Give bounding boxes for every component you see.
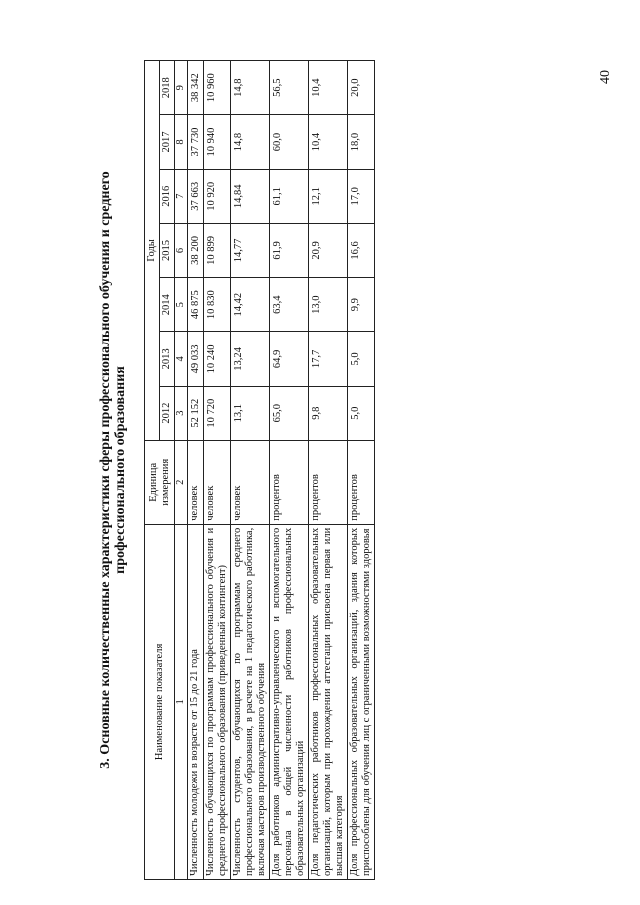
header-unit: Единица измерения — [145, 440, 175, 524]
unit-cell: человек — [231, 440, 270, 524]
value-cell: 38 200 — [188, 223, 204, 277]
unit-cell: процентов — [348, 440, 375, 524]
value-cell: 9,9 — [348, 278, 375, 332]
indicator-name-cell: Доля педагогических работников профессиональных образовательных организаций, которым при прохождении аттестации присвоена первая или высшая категория — [309, 524, 348, 879]
value-cell: 10,4 — [309, 115, 348, 169]
value-cell: 37 663 — [188, 169, 204, 223]
header-column-number: 1 — [175, 524, 188, 879]
header-column-numbers-row — [175, 61, 188, 880]
header-column-number: 5 — [175, 278, 188, 332]
value-cell: 10 899 — [204, 223, 231, 277]
header-years-group: Годы — [145, 61, 160, 441]
table-row — [204, 61, 231, 880]
value-cell: 56,5 — [270, 61, 309, 115]
section-title: 3. Основные количественные характеристики сферы профессионального обучения и среднего профессионального образования — [98, 171, 128, 769]
unit-cell: процентов — [309, 440, 348, 524]
indicator-name-cell: Численность обучающихся по программам профессионального обучения и среднего профессионального образования (приведенный контингент) — [204, 524, 231, 879]
header-year-2014: 2014 — [160, 278, 175, 332]
value-cell: 14,84 — [231, 169, 270, 223]
value-cell: 18,0 — [348, 115, 375, 169]
header-column-number: 9 — [175, 61, 188, 115]
value-cell: 16,6 — [348, 223, 375, 277]
value-cell: 52 152 — [188, 386, 204, 440]
header-year-2016: 2016 — [160, 169, 175, 223]
unit-cell: человек — [188, 440, 204, 524]
value-cell: 5,0 — [348, 386, 375, 440]
value-cell: 37 730 — [188, 115, 204, 169]
indicator-name-cell: Численность молодежи в возрасте от 15 до 21 года — [188, 524, 204, 879]
value-cell: 10 960 — [204, 61, 231, 115]
value-cell: 63,4 — [270, 278, 309, 332]
value-cell: 14,77 — [231, 223, 270, 277]
value-cell: 20,0 — [348, 61, 375, 115]
table-row — [188, 61, 204, 880]
value-cell: 14,42 — [231, 278, 270, 332]
table-body — [188, 61, 375, 880]
value-cell: 10,4 — [309, 61, 348, 115]
header-year-2017: 2017 — [160, 115, 175, 169]
value-cell: 17,0 — [348, 169, 375, 223]
header-indicator-name: Наименование показателя — [145, 524, 175, 879]
value-cell: 13,1 — [231, 386, 270, 440]
indicators-table — [144, 60, 375, 880]
value-cell: 14,8 — [231, 115, 270, 169]
value-cell: 10 920 — [204, 169, 231, 223]
header-column-number: 7 — [175, 169, 188, 223]
table-row — [348, 61, 375, 880]
value-cell: 13,0 — [309, 278, 348, 332]
header-year-2012: 2012 — [160, 386, 175, 440]
value-cell: 14,8 — [231, 61, 270, 115]
value-cell: 20,9 — [309, 223, 348, 277]
unit-cell: процентов — [270, 440, 309, 524]
value-cell: 10 940 — [204, 115, 231, 169]
value-cell: 46 875 — [188, 278, 204, 332]
rotated-page-content — [98, 60, 375, 880]
value-cell: 17,7 — [309, 332, 348, 386]
value-cell: 65,0 — [270, 386, 309, 440]
value-cell: 10 830 — [204, 278, 231, 332]
value-cell: 9,8 — [309, 386, 348, 440]
header-year-2013: 2013 — [160, 332, 175, 386]
value-cell: 12,1 — [309, 169, 348, 223]
value-cell: 49 033 — [188, 332, 204, 386]
value-cell: 10 240 — [204, 332, 231, 386]
value-cell: 5,0 — [348, 332, 375, 386]
table-row — [309, 61, 348, 880]
table-row — [231, 61, 270, 880]
header-column-number: 3 — [175, 386, 188, 440]
value-cell: 61,9 — [270, 223, 309, 277]
indicator-name-cell: Доля профессиональных образовательных организаций, здания которых приспособлены для обучения лиц с ограниченными возможностями здоровья — [348, 524, 375, 879]
page-number: 40 — [598, 70, 613, 84]
value-cell: 60,0 — [270, 115, 309, 169]
table-row — [270, 61, 309, 880]
header-column-number: 2 — [175, 440, 188, 524]
indicator-name-cell: Доля работников административно-управленческого и вспомогательного персонала в общей численности работников профессиональных образовательных организаций — [270, 524, 309, 879]
header-column-number: 4 — [175, 332, 188, 386]
header-column-number: 8 — [175, 115, 188, 169]
value-cell: 64,9 — [270, 332, 309, 386]
value-cell: 61,1 — [270, 169, 309, 223]
header-year-2015: 2015 — [160, 223, 175, 277]
value-cell: 10 720 — [204, 386, 231, 440]
value-cell: 38 342 — [188, 61, 204, 115]
header-column-number: 6 — [175, 223, 188, 277]
unit-cell: человек — [204, 440, 231, 524]
indicator-name-cell: Численность студентов, обучающихся по программам среднего профессионального образования, в расчете на 1 педагогического работника, включая мастеров производственного обучения — [231, 524, 270, 879]
value-cell: 13,24 — [231, 332, 270, 386]
header-year-2018: 2018 — [160, 61, 175, 115]
